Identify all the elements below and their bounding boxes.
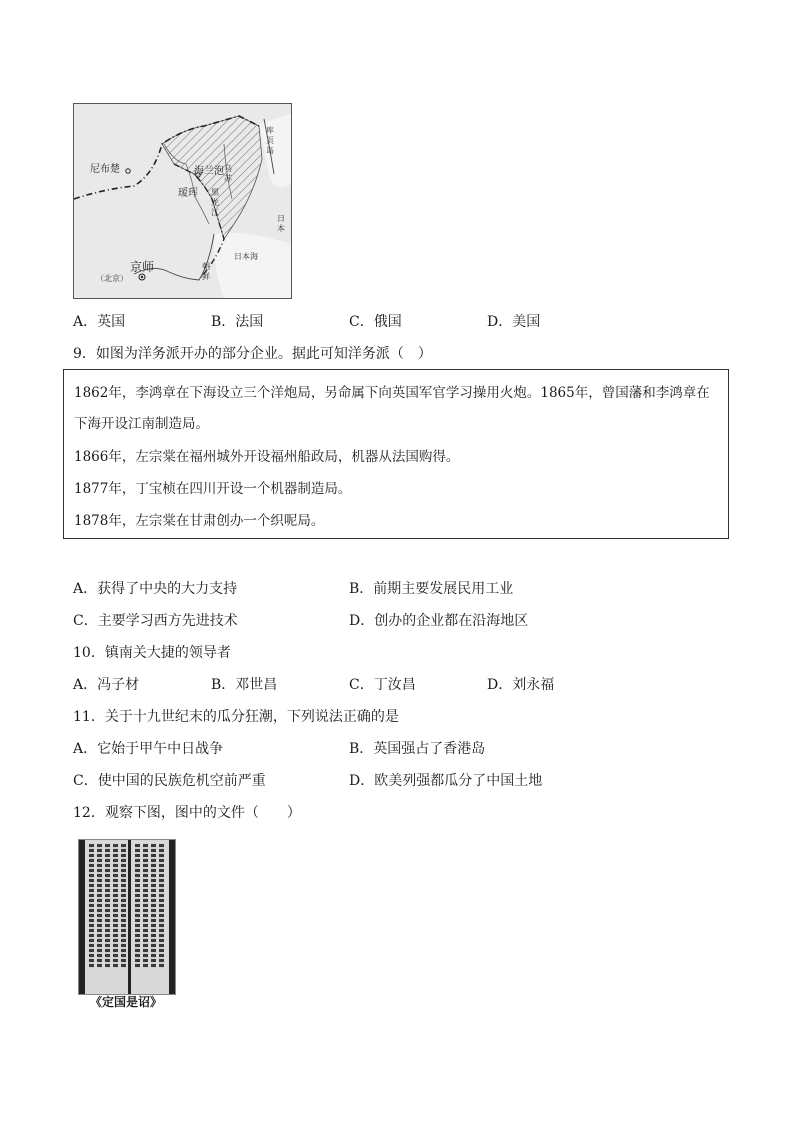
map-label-aihui: 瑷珲 (178, 188, 198, 199)
map-label-heilongjiang: 黑龙江 (211, 188, 219, 217)
q9-material-box (63, 369, 729, 539)
q10-option-d[interactable]: D．刘永福 (487, 677, 555, 693)
map-label-korea: 朝鲜 (202, 262, 210, 281)
q12-stem: 12．观察下图，图中的文件（ ） (73, 805, 301, 821)
q9-material-line-3: 1866年，左宗棠在福州城外开设福州船政局，机器从法国购得。 (74, 449, 460, 465)
q11-stem: 11．关于十九世纪末的瓜分狂潮，下列说法正确的是 (73, 709, 399, 725)
document-left-edge (79, 840, 85, 994)
q8-option-c[interactable]: C．俄国 (349, 314, 402, 330)
map-label-nerchinsk: 尼布楚 (90, 164, 120, 175)
map-label-sakhalin: 库页岛 (266, 126, 274, 155)
q10-option-a[interactable]: A．冯子材 (73, 677, 140, 693)
q11-option-d[interactable]: D．欧美列强都瓜分了中国土地 (349, 773, 543, 789)
q9-option-d[interactable]: D．创办的企业都在沿海地区 (349, 613, 529, 629)
q8-option-d[interactable]: D．美国 (487, 314, 541, 330)
q8-option-a[interactable]: A．英国 (73, 314, 126, 330)
q9-stem: 9．如图为洋务派开办的部分企业。据此可知洋务派（ ） (73, 346, 432, 362)
q9-material-line-2: 下海开设江南制造局。 (74, 416, 209, 432)
q9-material-line-1: 1862年，李鸿章在下海设立三个洋炮局，另命属下向英国军官学习操用火炮。1865年，曾国藩和李鸿章在 (74, 385, 710, 401)
map-label-sea-of-japan: 日本海 (234, 252, 258, 261)
document-right-edge (169, 840, 175, 994)
map-label-hailanpao: 海兰泡 (194, 166, 224, 177)
map-label-jingshi: 京师 (130, 260, 155, 274)
q11-option-b[interactable]: B．英国强占了香港岛 (349, 741, 486, 757)
q8-option-b[interactable]: B．法国 (211, 314, 264, 330)
q11-option-a[interactable]: A．它始于甲午中日战争 (73, 741, 224, 757)
map-label-ussuri: 乌苏 (224, 164, 232, 183)
map-label-beijing: （北京） (96, 274, 128, 283)
q10-stem: 10．镇南关大捷的领导者 (73, 645, 231, 661)
document-caption: 《定国是诏》 (90, 995, 163, 1009)
q9-material-line-5: 1878年，左宗棠在甘肃创办一个织呢局。 (74, 513, 325, 529)
q10-option-b[interactable]: B．邓世昌 (211, 677, 278, 693)
map-figure (73, 103, 292, 299)
decree-document-image (78, 839, 176, 995)
q9-option-b[interactable]: B．前期主要发展民用工业 (349, 581, 514, 597)
q10-option-c[interactable]: C．丁汝昌 (349, 677, 416, 693)
q9-option-a[interactable]: A．获得了中央的大力支持 (73, 581, 238, 597)
map-drawing (74, 104, 291, 298)
q9-option-c[interactable]: C．主要学习西方先进技术 (73, 613, 238, 629)
q11-option-c[interactable]: C．使中国的民族危机空前严重 (73, 773, 266, 789)
map-label-japan: 日本 (277, 214, 285, 233)
document-fold (128, 840, 131, 994)
q9-material-line-4: 1877年，丁宝桢在四川开设一个机器制造局。 (74, 481, 352, 497)
